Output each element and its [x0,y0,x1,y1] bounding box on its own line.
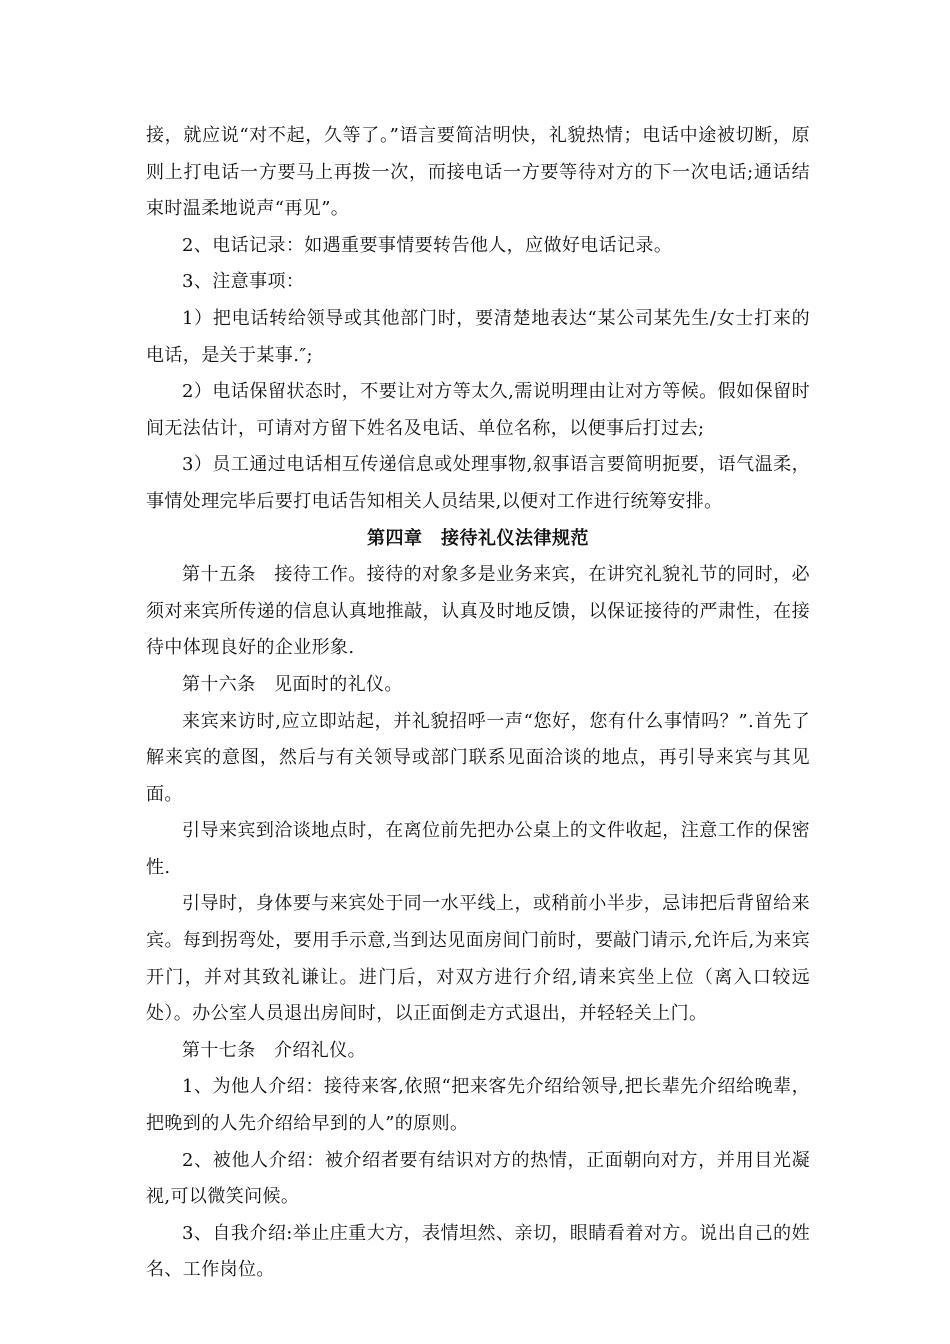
paragraph-article-16-heading: 第十六条 见面时的礼仪。 [182,673,403,695]
paragraph-note-3: 3）员工通过电话相互传递信息或处理事物,叙事语言要简明扼要，语气温柔，事情处理完毕后要打电话告知相关人员结果,以便对工作进行统筹安排。 [146,454,810,512]
paragraph-phone-etiquette-continued: 接，就应说“对不起，久等了。”语言要简洁明快，礼貌热情；电话中途被切断，原则上打电话一方要马上再拨一次，而接电话一方要等待对方的下一次电话;通话结束时温柔地说声“再见”。 [146,125,810,220]
paragraph-notes-heading: 3、注意事项： [182,271,305,293]
paragraph-note-1: 1）把电话转给领导或其他部门时，要清楚地表达“某公司某先生/女士打来的电话，是关于某事.″; [146,307,810,366]
paragraph-note-2: 2）电话保留状态时，不要让对方等太久,需说明理由让对方等候。假如保留时间无法估计，可请对方留下姓名及电话、单位名称，以便事后打过去; [146,381,810,439]
paragraph-being-introduced: 2、被他人介绍：被介绍者要有结识对方的热情，正面朝向对方，并用目光凝视,可以微笑问候。 [146,1149,810,1208]
paragraph-article-17-heading: 第十七条 介绍礼仪。 [182,1039,366,1061]
paragraph-guiding-to-meeting: 引导来宾到洽谈地点时，在离位前先把办公桌上的文件收起，注意工作的保密性. [146,820,810,878]
paragraph-self-introduction: 3、自我介绍:举止庄重大方，表情坦然、亲切，眼睛看着对方。说出自己的姓名、工作岗位。 [146,1222,810,1281]
chapter-title: 第四章 接待礼仪法律规范 [367,527,589,549]
document-page [146,118,810,1289]
paragraph-visitor-greeting: 来宾来访时,应立即站起，并礼貌招呼一声“您好，您有什么事情吗？”.首先了解来宾的意图，然后与有关领导或部门联系见面洽谈的地点，再引导来宾与其见面。 [146,710,810,805]
paragraph-guiding-etiquette: 引导时，身体要与来宾处于同一水平线上，或稍前小半步，忌讳把后背留给来宾。每到拐弯处，要用手示意,当到达见面房间门前时，要敲门请示,允许后,为来宾开门，并对其致礼谦让。进门后，对双方进行介绍,请来宾坐上位（离入口较远处）。办公室人员退出房间时，以正面倒走方式退出，并轻轻关上门。 [146,893,810,1025]
paragraph-introducing-others: 1、为他人介绍：接待来客,依照“把来客先介绍给领导,把长辈先介绍给晚辈，把晚到的人先介绍给早到的人”的原则。 [146,1076,810,1135]
paragraph-phone-records: 2、电话记录：如遇重要事情要转告他人，应做好电话记录。 [182,234,673,256]
paragraph-article-15: 第十五条 接待工作。接待的对象多是业务来宾，在讲究礼貌礼节的同时，必须对来宾所传递的信息认真地推敲，认真及时地反馈，以保证接待的严肃性，在接待中体现良好的企业形象. [146,564,810,659]
